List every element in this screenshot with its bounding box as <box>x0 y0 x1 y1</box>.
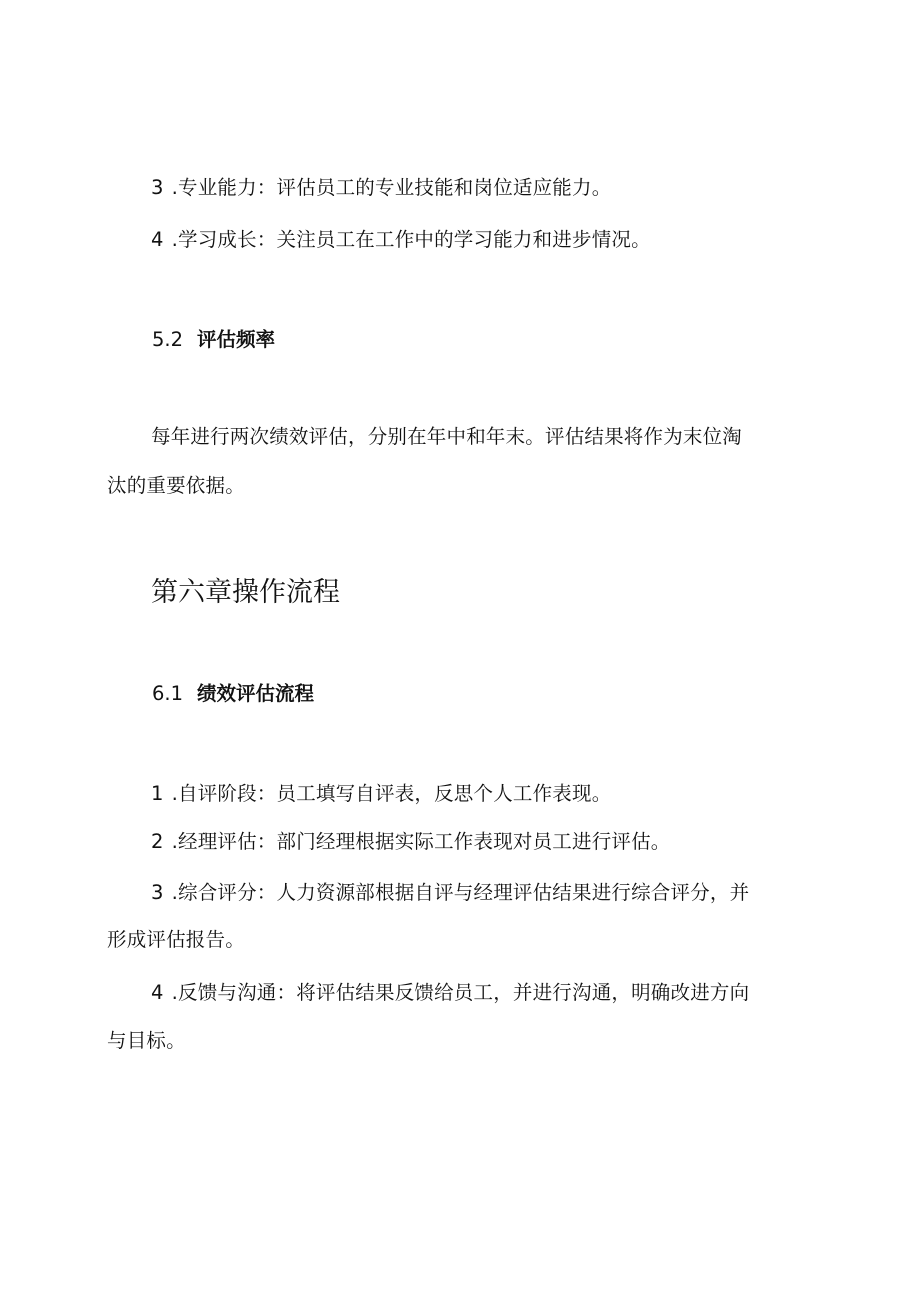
list-item-6-1-4-continuation: 与目标。 <box>107 1029 186 1052</box>
list-item-number: 1 <box>151 782 164 805</box>
list-item-6-1-3-continuation: 形成评估报告。 <box>107 928 245 951</box>
section-title: 评估频率 <box>197 328 276 351</box>
list-item-text: .自评阶段：员工填写自评表，反思个人工作表现。 <box>171 782 612 805</box>
list-item-text: .经理评估：部门经理根据实际工作表现对员工进行评估。 <box>171 830 671 853</box>
section-6-1-heading <box>152 681 314 707</box>
section-number: 6.1 <box>152 682 184 705</box>
section-5-2-heading <box>152 327 275 353</box>
list-item-number: 2 <box>151 830 164 853</box>
list-item-number: 3 <box>151 176 164 199</box>
list-item-6-1-3 <box>151 880 749 906</box>
section-number: 5.2 <box>152 328 184 351</box>
list-item-6-1-2 <box>151 829 671 855</box>
list-item-text: .专业能力：评估员工的专业技能和岗位适应能力。 <box>171 176 612 199</box>
list-item-text: .综合评分：人力资源部根据自评与经理评估结果进行综合评分，并 <box>171 881 750 904</box>
section-5-2-paragraph-line-2: 汰的重要依据。 <box>107 474 245 497</box>
list-item-5-1-4 <box>151 227 651 253</box>
list-item-text: .学习成长：关注员工在工作中的学习能力和进步情况。 <box>171 228 651 251</box>
list-item-number: 4 <box>151 981 164 1004</box>
list-item-6-1-1 <box>151 781 611 807</box>
section-title: 绩效评估流程 <box>197 682 315 705</box>
list-item-5-1-3 <box>151 175 611 201</box>
section-5-2-paragraph-line-1: 每年进行两次绩效评估，分别在年中和年末。评估结果将作为末位淘 <box>151 425 743 448</box>
list-item-6-1-4 <box>151 980 749 1006</box>
list-item-text: .反馈与沟通：将评估结果反馈给员工，并进行沟通，明确改进方向 <box>171 981 750 1004</box>
list-item-number: 4 <box>151 228 164 251</box>
chapter-6-heading: 第六章操作流程 <box>151 577 340 608</box>
list-item-number: 3 <box>151 881 164 904</box>
